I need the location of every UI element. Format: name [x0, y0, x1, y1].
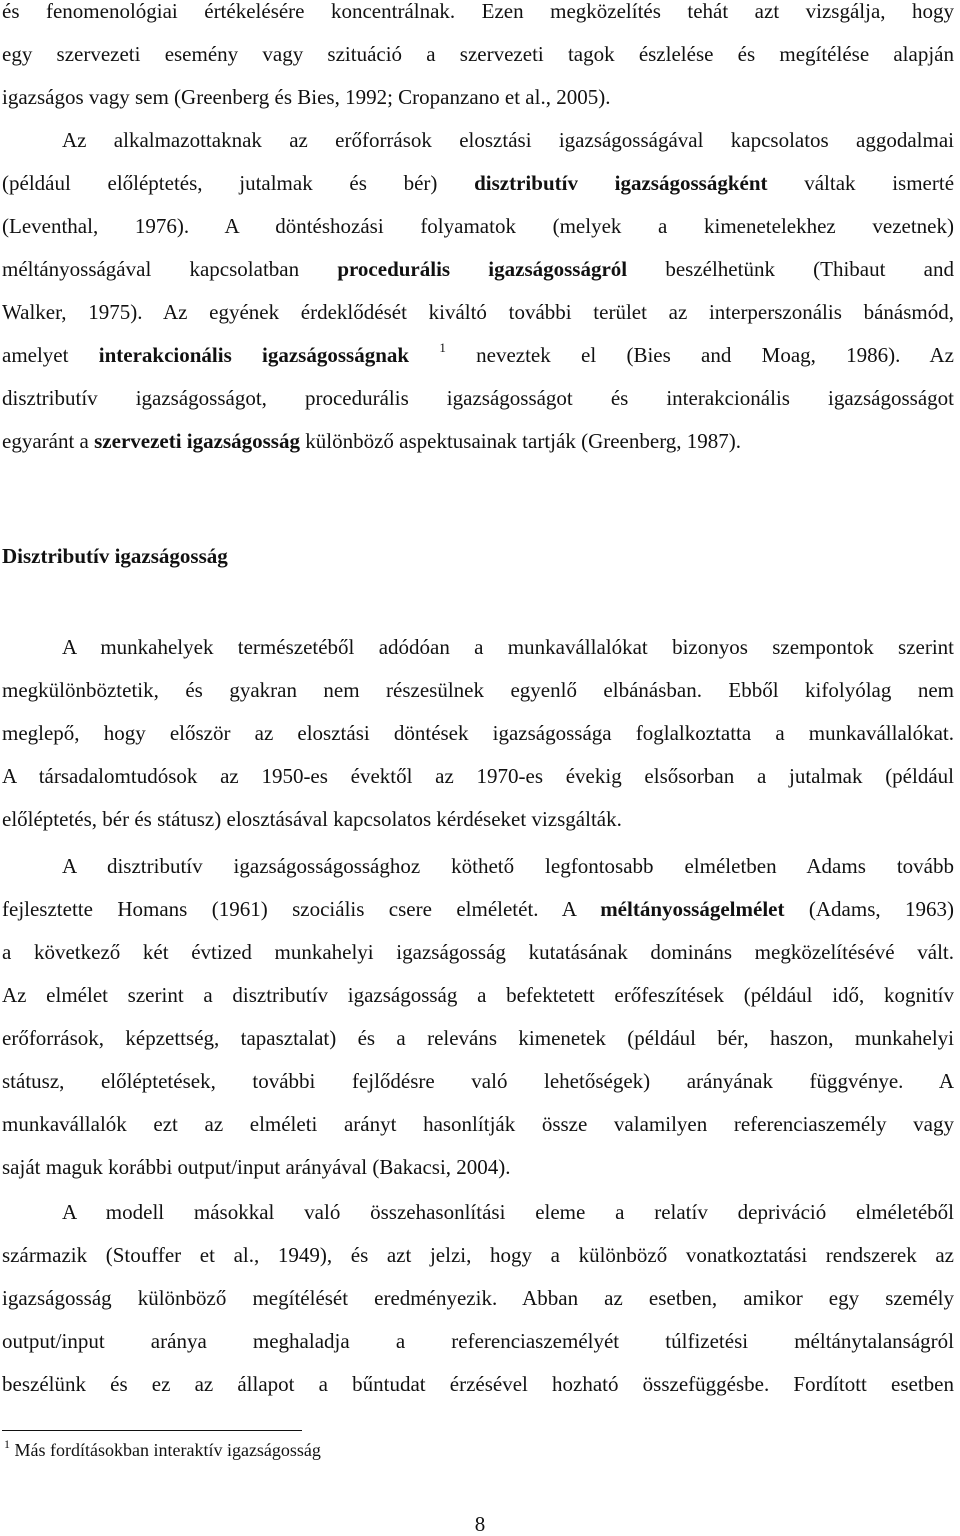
- text-line: előléptetés, bér és státusz) elosztásával kapcsolatos kérdéseket vizsgálták.: [2, 807, 622, 831]
- key-term: szervezeti igazságosság: [94, 429, 300, 453]
- text-line: erőforrások, képzettség, tapasztalat) és a releváns kimenetek (például bér, haszon, munkahelyi: [2, 1026, 954, 1050]
- key-term: disztributív igazságosságként: [474, 171, 768, 195]
- footnote-reference[interactable]: 1: [439, 340, 446, 355]
- text-line: beszélünk és ez az állapot a bűntudat érzésével hozható összefüggésbe. Fordított esetben: [2, 1372, 954, 1396]
- text-line: A modell másokkal való összehasonlítási eleme a relatív depriváció elméletéből: [62, 1200, 954, 1224]
- text-run: amelyet: [2, 343, 69, 367]
- text-line: a következő két évtized munkahelyi igazságosság kutatásának domináns megközelítésévé vált.: [2, 940, 954, 964]
- text-run: méltányosságával kapcsolatban: [2, 257, 300, 281]
- text-run: (Adams, 1963): [808, 897, 955, 921]
- footnote-separator: [2, 1430, 302, 1431]
- text-run: egyaránt a: [2, 429, 89, 453]
- footnote-text: Más fordításokban interaktív igazságosság: [14, 1440, 321, 1460]
- footnote-marker: 1: [4, 1437, 10, 1451]
- text-line: [2, 428, 954, 454]
- text-run: beszélhetünk (Thibaut and: [665, 257, 954, 281]
- text-run: neveztek el (Bies and Moag, 1986). Az: [476, 343, 955, 367]
- page-number: 8: [474, 1512, 486, 1536]
- text-line: származik (Stouffer et al., 1949), és azt jelzi, hogy a különböző vonatkoztatási rendszerek az: [2, 1243, 954, 1267]
- key-term: interakcionális igazságosságnak: [98, 343, 410, 367]
- key-term: méltányosságelmélet: [600, 897, 785, 921]
- text-line: A társadalomtudósok az 1950-es évektől az 1970-es évekig elsősorban a jutalmak (például: [2, 764, 954, 788]
- text-line: Walker, 1975). Az egyének érdeklődését kiváltó további terület az interperszonális bánásmód,: [2, 300, 954, 324]
- text-line: A munkahelyek természetéből adódóan a munkavállalókat bizonyos szempontok szerint: [62, 635, 954, 659]
- text-run: különböző aspektusainak tartják (Greenberg, 1987).: [305, 429, 742, 453]
- text-line: Az alkalmazottaknak az erőforrások elosztási igazságosságával kapcsolatos aggodalmai: [62, 128, 954, 152]
- text-line: [2, 896, 954, 922]
- text-line: és fenomenológiai értékelésére koncentrálnak. Ezen megközelítés tehát azt vizsgálja, hogy: [2, 0, 954, 23]
- text-run: (például előléptetés, jutalmak és bér): [2, 171, 438, 195]
- text-line: megkülönböztetik, és gyakran nem részesülnek egyenlő elbánásban. Ebből kifolyólag nem: [2, 678, 954, 702]
- text-line: Az elmélet szerint a disztributív igazságosság a befektetett erőfeszítések (például idő, kognitív: [2, 983, 954, 1007]
- text-line: output/input aránya meghaladja a referenciaszemélyét túlfizetési méltánytalanságról: [2, 1329, 954, 1353]
- text-run: váltak ismerté: [804, 171, 955, 195]
- text-line: egy szervezeti esemény vagy szituáció a szervezeti tagok észlelése és megítélése alapján: [2, 42, 954, 66]
- text-line: disztributív igazságosságot, procedurális igazságosságot és interakcionális igazságosságot: [2, 386, 954, 410]
- text-line: [2, 256, 954, 282]
- text-line: saját maguk korábbi output/input arányával (Bakacsi, 2004).: [2, 1155, 511, 1179]
- text-line: státusz, előléptetések, további fejlődésre való lehetőségek) arányának függvénye. A: [2, 1069, 954, 1093]
- text-line: igazságos vagy sem (Greenberg és Bies, 1992; Cropanzano et al., 2005).: [2, 85, 611, 109]
- text-line: [2, 170, 954, 196]
- footnote: [4, 1438, 321, 1462]
- text-line: meglepő, hogy először az elosztási döntések igazságossága foglalkoztatta a munkavállalókat.: [2, 721, 954, 745]
- text-line: A disztributív igazságosságossághoz köthető legfontosabb elméletben Adams tovább: [62, 854, 954, 878]
- text-line: igazságosság különböző megítélését eredményezik. Abban az esetben, amikor egy személy: [2, 1286, 954, 1310]
- key-term: procedurális igazságosságról: [337, 257, 628, 281]
- text-line: (Leventhal, 1976). A döntéshozási folyamatok (melyek a kimenetelekhez vezetnek): [2, 214, 954, 238]
- text-run: fejlesztette Homans (1961) szociális csere elméletét. A: [2, 897, 576, 921]
- text-line: [2, 342, 954, 368]
- text-line: munkavállalók ezt az elméleti arányt hasonlítják össze valamilyen referenciaszemély vagy: [2, 1112, 954, 1136]
- section-heading: Disztributív igazságosság: [2, 544, 228, 568]
